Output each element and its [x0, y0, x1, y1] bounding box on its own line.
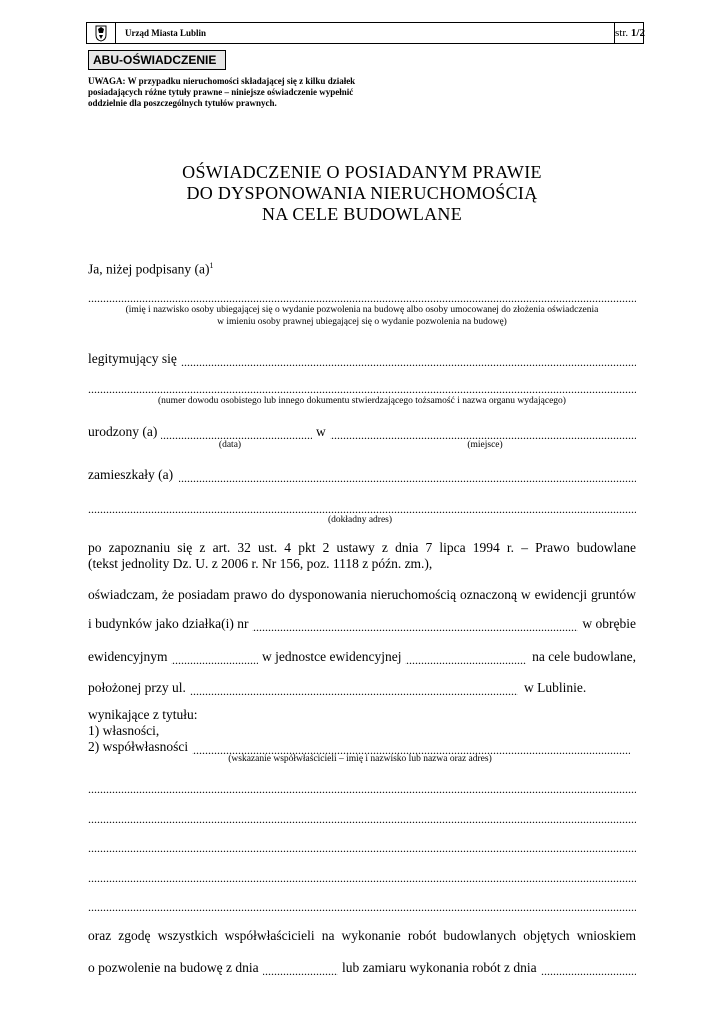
consent-text: oraz zgodę wszystkich współwłaścicieli na wykonanie robót budowlanych objętych wnioskiem	[88, 928, 636, 943]
page-indicator	[615, 23, 645, 43]
address-caption: (dokładny adres)	[327, 515, 393, 525]
registry-suffix: na cele budowlane,	[526, 649, 636, 665]
header-box	[86, 22, 644, 44]
law-line-2: (tekst jednolity Dz. U. z 2006 r. Nr 156, poz. 1118 z późn. zm.),	[88, 556, 433, 571]
city-crest-icon	[87, 23, 116, 43]
street-label: położonej przy ul.	[88, 680, 190, 696]
coowners-caption: (wskazanie współwłaścicieli – imię i nazwisko lub nazwa oraz adres)	[228, 754, 492, 764]
permit-label: o pozwolenie na budowę z dnia	[88, 960, 263, 976]
page-title	[88, 162, 636, 225]
birth-field[interactable]	[88, 428, 636, 442]
place-caption: (miejsce)	[467, 440, 503, 450]
title-intro: wynikające z tytułu:	[88, 707, 198, 722]
id-field-continued[interactable]	[88, 382, 636, 396]
id-caption: (numer dowodu osobistego lub innego dokumentu stwierdzającego tożsamość i nazwa organu wydającego)	[158, 396, 566, 406]
name-caption-1: (imię i nazwisko osoby ubiegającej się o wydanie pozwolenia na budowę albo osoby umocowanej do złożenia oświadczenia	[125, 305, 599, 315]
plot-label: i budynków jako działka(i) nr	[88, 616, 252, 632]
coowners-line-2[interactable]	[88, 812, 636, 826]
name-caption-2: w imieniu osoby prawnej ubiegającej się o wydanie pozwolenia na budowę)	[217, 317, 507, 327]
title-line-1: OŚWIADCZENIE O POSIADANYM PRAWIE	[182, 162, 542, 182]
note-warning: UWAGA: W przypadku nieruchomości składającej się z kilku działek posiadających różne tytuły prawne – niniejsze oświadczenie wypełnić oddzielnie dla poszczególnych tytułów prawnych.	[88, 76, 356, 108]
intro-text	[88, 258, 213, 278]
resident-label: zamieszkały (a)	[88, 467, 179, 483]
page-label: str.	[615, 27, 629, 39]
law-line-1: po zapoznaniu się z art. 32 ust. 4 pkt 2 ustawy z dnia 7 lipca 1994 r. – Prawo budowlane	[88, 540, 636, 555]
registry-middle: w jednostce ewidencyjnej	[258, 649, 405, 665]
declare-text: oświadczam, że posiadam prawo do dysponowania nieruchomością oznaczoną w ewidencji gruntów	[88, 587, 636, 602]
page-number: 1/2	[630, 27, 645, 39]
plot-suffix: w obrębie	[578, 616, 636, 632]
born-w-label: w	[312, 424, 330, 440]
footnote-ref: 1	[209, 261, 214, 270]
title-line-2: DO DYSPONOWANIA NIERUCHOMOŚCIĄ	[186, 183, 538, 203]
coowners-line-4[interactable]	[88, 871, 636, 885]
name-field[interactable]	[88, 291, 636, 305]
permit-middle: lub zamiaru wykonania robót z dnia	[338, 960, 541, 976]
coowners-line-5[interactable]	[88, 900, 636, 914]
registry-label: ewidencyjnym	[88, 649, 171, 665]
item-ownership: 1) własności,	[88, 723, 160, 738]
form-code: ABU-OŚWIADCZENIE	[88, 50, 226, 70]
intro-label: Ja, niżej podpisany (a)	[88, 261, 210, 277]
title-line-3: NA CELE BUDOWLANE	[261, 204, 463, 224]
coowners-line-3[interactable]	[88, 841, 636, 855]
born-label: urodzony (a)	[88, 424, 161, 440]
legitimate-label: legitymujący się	[88, 351, 181, 367]
street-suffix: w Lublinie.	[520, 680, 586, 696]
item-coownership: 2) współwłasności	[88, 739, 192, 755]
office-name: Urząd Miasta Lublin	[115, 23, 615, 43]
coowners-line-1[interactable]	[88, 782, 636, 796]
date-caption: (data)	[218, 440, 242, 450]
